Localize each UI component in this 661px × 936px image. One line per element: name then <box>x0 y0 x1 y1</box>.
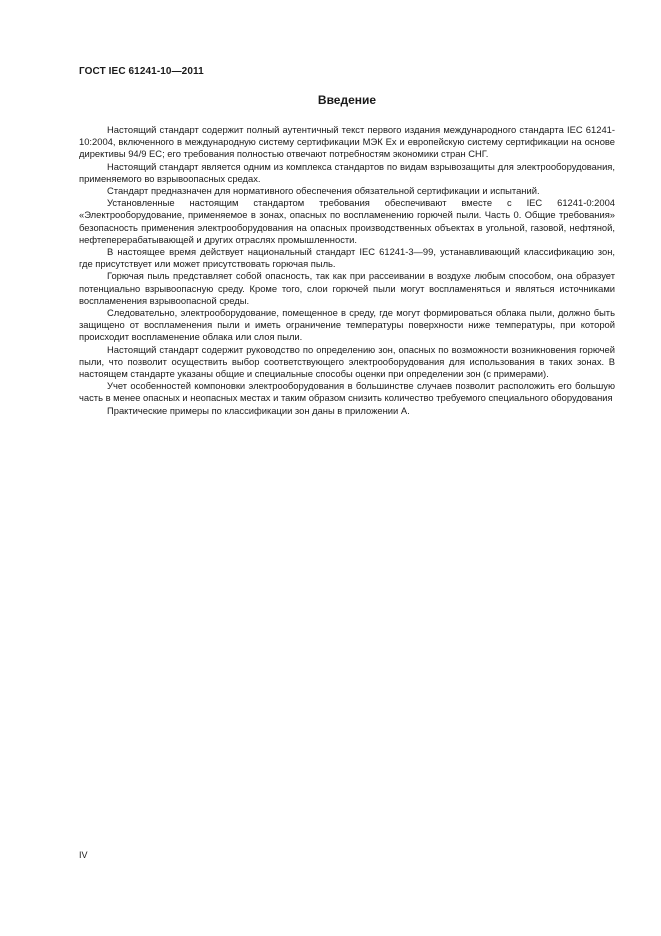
paragraph-4: Установленные настоящим стандартом требования обеспечивают вместе с IEC 61241-0:2004 «Электрооборудование, применяемое в зонах, опасных по воспламенению горючей пыли. Часть 0. Общие требования» безопасность применения электрооборудования на опасных производственных объектах в угольной, газовой, нефтяной, нефтеперерабатывающей и других отраслях промышленности. <box>79 197 615 245</box>
paragraph-1: Настоящий стандарт содержит полный аутентичный текст первого издания международного стандарта IEC 61241-10:2004, включенного в международную систему сертификации МЭК Ex и европейскую систему сертификации на основе директивы 94/9 ЕС; его требования полностью отвечают потребностям экономики стран СНГ. <box>79 124 615 160</box>
paragraph-3: Стандарт предназначен для нормативного обеспечения обязательной сертификации и испытаний. <box>107 185 540 197</box>
paragraph-6: Горючая пыль представляет собой опасность, так как при рассеивании в воздухе любым способом, она образует потенциально взрывоопасную среду. Кроме того, слои горючей пыли могут воспламеняться и являться источниками воспламенения взрывоопасной среды. <box>79 270 615 306</box>
section-body <box>79 124 615 417</box>
paragraph-10: Практические примеры по классификации зон даны в приложении А. <box>107 404 410 416</box>
paragraph-7: Следовательно, электрооборудование, помещенное в среду, где могут формироваться облака пыли, должно быть защищено от воспламенения пыли и иметь ограничение температуры поверхности ниже температуры, при которой происходит воспламенение облака или слоя пыли. <box>79 307 615 343</box>
page-number: IV <box>79 850 88 860</box>
paragraph-5: В настоящее время действует национальный стандарт IEC 61241-3—99, устанавливающий классификацию зон, где присутствует или может присутствовать горючая пыль. <box>79 246 615 270</box>
section-title: Введение <box>317 93 377 107</box>
document-header: ГОСТ IEC 61241-10—2011 <box>79 66 204 77</box>
paragraph-8: Настоящий стандарт содержит руководство по определению зон, опасных по возможности возникновения горючей пыли, что позволит осуществить выбор соответствующего электрооборудования для использования в таких зонах. В настоящем стандарте указаны общие и специальные способы оценки при определении зон (с примерами). <box>79 343 615 380</box>
paragraph-9: Учет особенностей компоновки электрооборудования в большинстве случаев позволит расположить его большую часть в менее опасных и неопасных местах и таким образом снизить количество требуемого специального оборудования <box>79 380 615 404</box>
paragraph-2: Настоящий стандарт является одним из комплекса стандартов по видам взрывозащиты для электрооборудования, применяемого во взрывоопасных средах. <box>79 160 615 184</box>
